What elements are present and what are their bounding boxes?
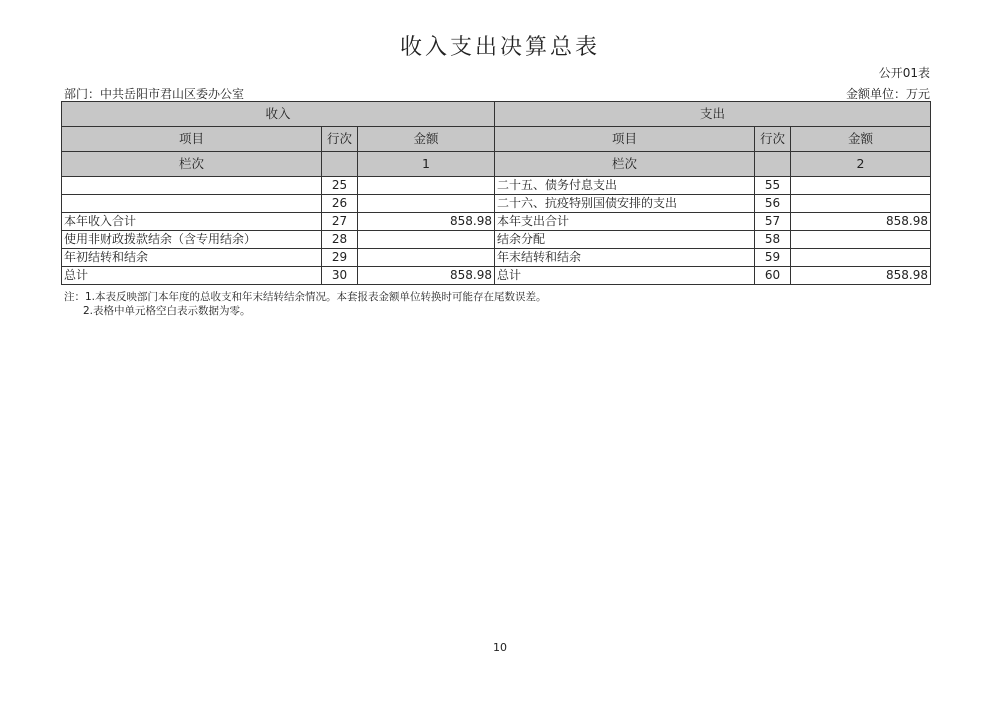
expense-item: 结余分配 [495,231,755,249]
income-header: 收入 [62,102,495,127]
expense-item: 二十五、债务付息支出 [495,177,755,195]
expense-amount: 858.98 [791,213,931,231]
expense-item: 总计 [495,267,755,285]
income-item: 总计 [62,267,322,285]
page-number: 10 [493,641,507,654]
income-item: 年初结转和结余 [62,249,322,267]
income-line: 27 [322,213,358,231]
income-line: 28 [322,231,358,249]
income-amount: 858.98 [358,267,495,285]
section-header-row [62,102,931,127]
expense-amount [791,231,931,249]
expense-header: 支出 [495,102,931,127]
expense-line-header: 行次 [755,127,791,152]
expense-line: 57 [755,213,791,231]
footnotes [64,290,547,318]
column-header-row [62,127,931,152]
income-amount-header: 金额 [358,127,495,152]
income-amount [358,249,495,267]
income-line: 30 [322,267,358,285]
income-amount [358,231,495,249]
expense-line: 59 [755,249,791,267]
income-index-number: 1 [358,152,495,177]
table-row [62,177,931,195]
income-index-blank [322,152,358,177]
column-index-row [62,152,931,177]
table-row [62,195,931,213]
table-row [62,231,931,249]
expense-item: 本年支出合计 [495,213,755,231]
expense-amount: 858.98 [791,267,931,285]
income-item [62,177,322,195]
income-line: 26 [322,195,358,213]
expense-amount [791,177,931,195]
income-amount [358,177,495,195]
department-label: 部门：中共岳阳市君山区委办公室 [64,87,245,101]
income-item: 使用非财政拨款结余（含专用结余） [62,231,322,249]
footnote-1: 注：1.本表反映部门本年度的总收支和年末结转结余情况。本套报表金额单位转换时可能存在尾数误差。 [64,291,547,303]
expense-line: 58 [755,231,791,249]
expense-amount [791,249,931,267]
income-item [62,195,322,213]
expense-item-header: 项目 [495,127,755,152]
table-row [62,213,931,231]
income-amount: 858.98 [358,213,495,231]
income-amount [358,195,495,213]
page-title: 收入支出决算总表 [399,35,600,60]
footnote-2: 2.表格中单元格空白表示数据为零。 [83,305,251,317]
table-row [62,267,931,285]
expense-amount [791,195,931,213]
income-item-header: 项目 [62,127,322,152]
expense-item: 年末结转和结余 [495,249,755,267]
expense-line: 55 [755,177,791,195]
amount-unit-label: 金额单位：万元 [845,87,930,101]
expense-index-label: 栏次 [495,152,755,177]
expense-item: 二十六、抗疫特别国债安排的支出 [495,195,755,213]
table-row [62,249,931,267]
income-index-label: 栏次 [62,152,322,177]
expense-index-blank [755,152,791,177]
income-line: 25 [322,177,358,195]
expense-amount-header: 金额 [791,127,931,152]
expense-index-number: 2 [791,152,931,177]
income-line-header: 行次 [322,127,358,152]
income-item: 本年收入合计 [62,213,322,231]
form-code: 公开01表 [878,66,930,80]
expense-line: 60 [755,267,791,285]
income-expense-table [61,101,931,285]
expense-line: 56 [755,195,791,213]
income-line: 29 [322,249,358,267]
